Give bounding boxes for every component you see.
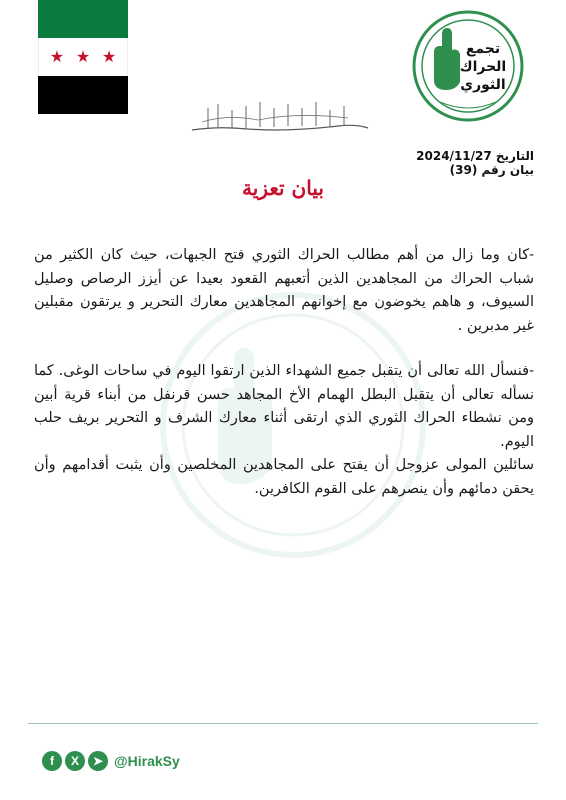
flag-green-band xyxy=(38,0,128,38)
telegram-icon[interactable]: ➤ xyxy=(88,751,108,771)
date-value: 2024/11/27 xyxy=(416,149,492,163)
statement-meta xyxy=(416,149,534,177)
star-icon: ★ xyxy=(101,47,117,66)
date-line xyxy=(416,149,534,163)
star-icon: ★ xyxy=(75,47,91,66)
syrian-revolution-flag xyxy=(38,0,128,114)
date-label: التاريخ xyxy=(495,149,534,163)
statement-title: بيان تعزية xyxy=(242,176,324,200)
social-handle[interactable]: @HirakSy xyxy=(114,753,180,769)
statement-body xyxy=(34,244,534,501)
social-links xyxy=(42,751,180,771)
basmala-calligraphy xyxy=(188,96,372,140)
x-icon[interactable]: X xyxy=(65,751,85,771)
paragraph-prayer: سائلين المولى عزوجل أن يفتح على المجاهدين المخلصين وأن يثبت أقدامهم وأن يحقن دمائهم وأن ينصرهم على القوم الكافرين. xyxy=(34,457,534,497)
logo-name: تجمع الحراك الثوري xyxy=(459,41,507,93)
footer-divider xyxy=(28,723,538,724)
paragraph-opening: -كان وما زال من أهم مطالب الحراك الثوري فتح الجبهات، حيث كان الكثير من شباب الحراك من المجاهدين الذين أتعبهم القعود بعيدا عن أيزز الرصاص وصليل السيوف، و هاهم يخوضون مع إخوانهم المجاهدين معارك التحرير و يرتقون مقبلين غير مدبرين . xyxy=(34,247,534,334)
flag-black-band xyxy=(38,76,128,114)
organization-logo xyxy=(412,10,524,122)
paragraph-condolence: -فنسأل الله تعالى أن يتقبل جميع الشهداء الذين ارتقوا اليوم في ساحات الوغى. كما نسأله تعالى أن يتقبل البطل الهمام الأخ المجاهد حسن قرنفل من أبناء قرية أبين ومن نشطاء الحراك الثوري الذي ارتقى أثناء معارك الشرف و التحرير بريف حلب اليوم. xyxy=(34,363,534,450)
flag-stars xyxy=(38,38,128,76)
number-value: (39) xyxy=(449,163,478,177)
number-label: بيان رقم xyxy=(481,163,534,177)
star-icon: ★ xyxy=(49,47,65,66)
facebook-icon[interactable]: f xyxy=(42,751,62,771)
number-line xyxy=(416,163,534,177)
